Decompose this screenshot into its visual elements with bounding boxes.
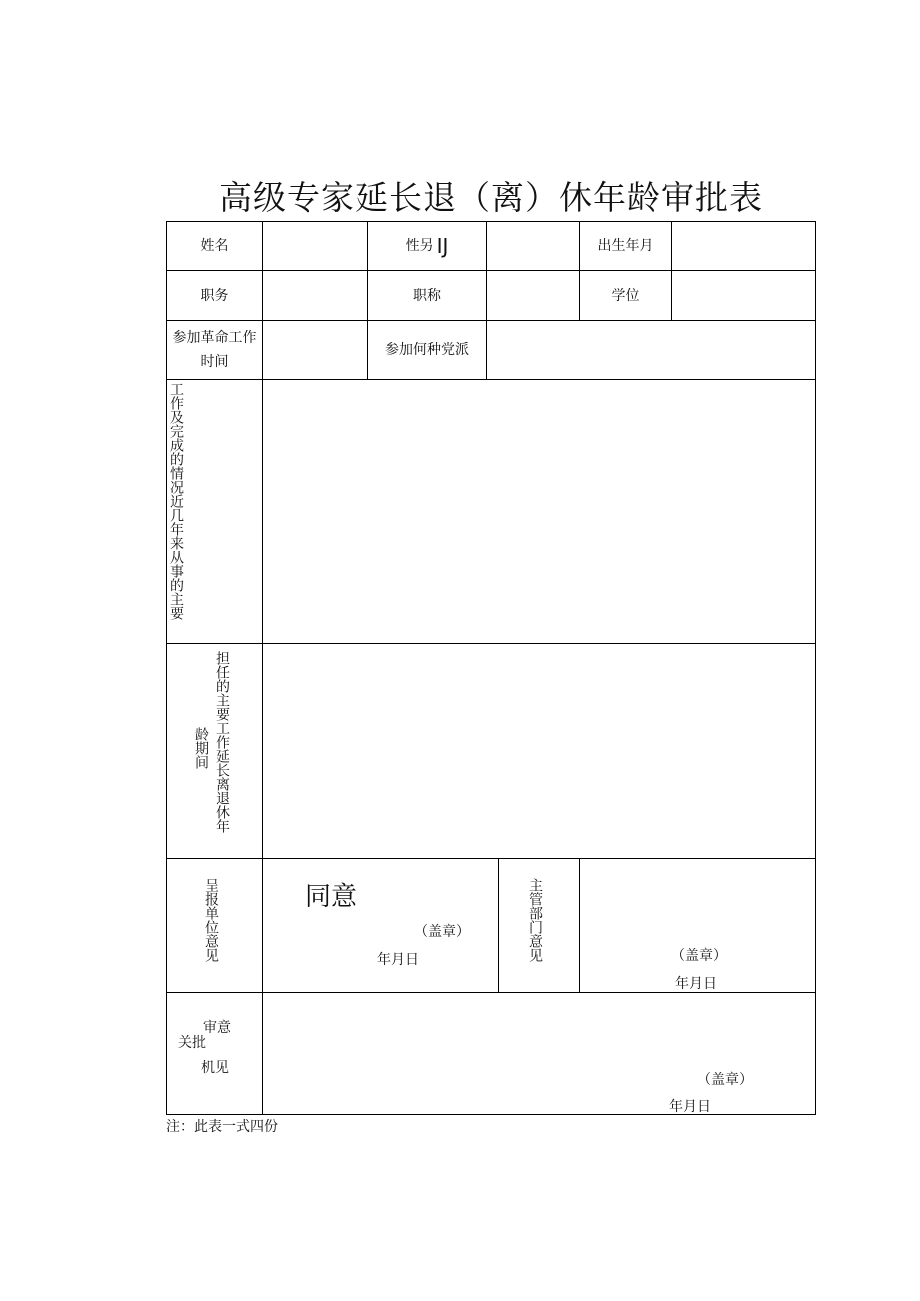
title-label: 职称 xyxy=(413,287,441,304)
gender-label-cell xyxy=(368,222,486,270)
footnote: 注：此表一式四份 xyxy=(166,1119,278,1135)
form-title: 高级专家延长退（离）休年龄审批表 xyxy=(219,178,763,217)
work-content[interactable] xyxy=(263,380,815,643)
approval-label-b: 关批 xyxy=(178,1035,206,1051)
extend-content[interactable] xyxy=(263,644,815,858)
birth-value[interactable] xyxy=(672,222,815,270)
extend-label-secondary: 龄期间 xyxy=(193,727,209,769)
dept-seal: （盖章） xyxy=(671,948,727,964)
title-value[interactable] xyxy=(487,271,579,320)
revolution-value[interactable] xyxy=(263,321,367,379)
extend-label-primary: 担任的主要工作延长离退休年 xyxy=(214,651,230,833)
approval-date: 年月日 xyxy=(669,1099,711,1115)
degree-label: 学位 xyxy=(611,287,640,304)
position-value[interactable] xyxy=(263,271,367,320)
gender-mark: IJ xyxy=(436,234,449,258)
approval-label-c: 机见 xyxy=(201,1060,229,1076)
birth-label: 出生年月 xyxy=(597,238,654,254)
revolution-label: 参加革命工作时间 xyxy=(172,330,257,370)
dept-label: 主管部门意见 xyxy=(527,878,543,962)
position-label: 职务 xyxy=(200,287,229,304)
gender-value[interactable] xyxy=(487,222,579,270)
dept-date: 年月日 xyxy=(675,976,717,992)
gender-label: 性另 xyxy=(405,238,434,254)
report-unit-date: 年月日 xyxy=(377,952,419,968)
degree-value[interactable] xyxy=(672,271,815,320)
approval-label-a: 审意 xyxy=(203,1020,231,1036)
party-value[interactable] xyxy=(487,321,815,379)
approval-content[interactable] xyxy=(263,993,815,1114)
party-label: 参加何种党派 xyxy=(385,342,469,358)
approval-seal: （盖章） xyxy=(697,1072,753,1088)
report-unit-seal: （盖章） xyxy=(414,924,470,940)
report-unit-label: 呈报单位意见 xyxy=(203,878,219,962)
work-label: 工作及完成的情况近几年来从事的主要 xyxy=(168,382,184,620)
name-label: 姓名 xyxy=(200,238,229,254)
report-unit-opinion[interactable]: 同意 xyxy=(305,882,358,912)
name-value[interactable] xyxy=(263,222,367,270)
